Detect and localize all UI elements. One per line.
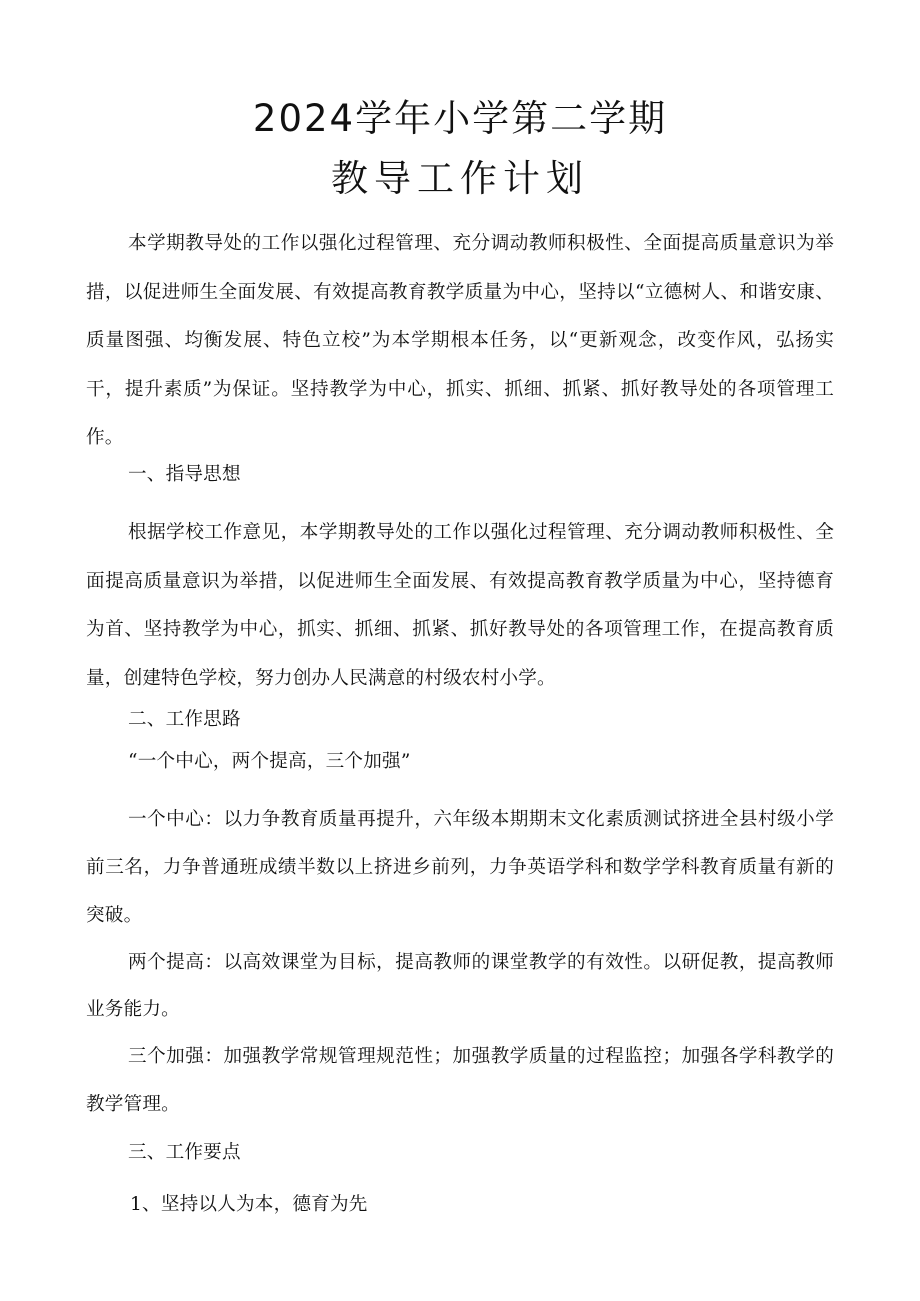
three-strengthenings-paragraph: 三个加强：加强教学常规管理规范性；加强教学质量的过程监控；加强各学科教学的教学管理。 <box>86 1046 834 1115</box>
one-center-paragraph: 一个中心：以力争教育质量再提升，六年级本期期末文化素质测试挤进全县村级小学前三名，力争普通班成绩半数以上挤进乡前列，力争英语学科和数学学科教育质量有新的突破。 <box>86 809 834 926</box>
work-point-1: 1、坚持以人为本，德育为先 <box>130 1194 368 1215</box>
two-improvements-paragraph: 两个提高：以高效课堂为目标，提高教师的课堂教学的有效性。以研促教，提高教师业务能力。 <box>86 952 834 1020</box>
work-approach-slogan: “一个中心，两个提高，三个加强” <box>128 751 411 772</box>
section-heading-work-approach: 二、工作思路 <box>128 709 241 730</box>
guiding-thought-paragraph: 根据学校工作意见，本学期教导处的工作以强化过程管理、充分调动教师积极性、全面提高质量意识为举措，以促进师生全面发展、有效提高教育教学质量为中心，坚持德育为首、坚持教学为中心，抓实、抓细、抓紧、抓好教导处的各项管理工作，在提高教育质量，创建特色学校，努力创办人民满意的村级农村小学。 <box>86 522 834 689</box>
document-title-line1: 2024学年小学第二学期 <box>252 97 668 140</box>
intro-paragraph: 本学期教导处的工作以强化过程管理、充分调动教师积极性、全面提高质量意识为举措，以促进师生全面发展、有效提高教育教学质量为中心，坚持以“立德树人、和谐安康、质量图强、均衡发展、特色立校”为本学期根本任务，以“更新观念，改变作风，弘扬实干，提升素质”为保证。坚持教学为中心，抓实、抓细、抓紧、抓好教导处的各项管理工作。 <box>86 233 834 448</box>
document-title-line2: 教导工作计划 <box>331 157 589 200</box>
section-heading-guiding-thought: 一、指导思想 <box>128 464 241 485</box>
section-heading-work-points: 三、工作要点 <box>128 1142 241 1163</box>
